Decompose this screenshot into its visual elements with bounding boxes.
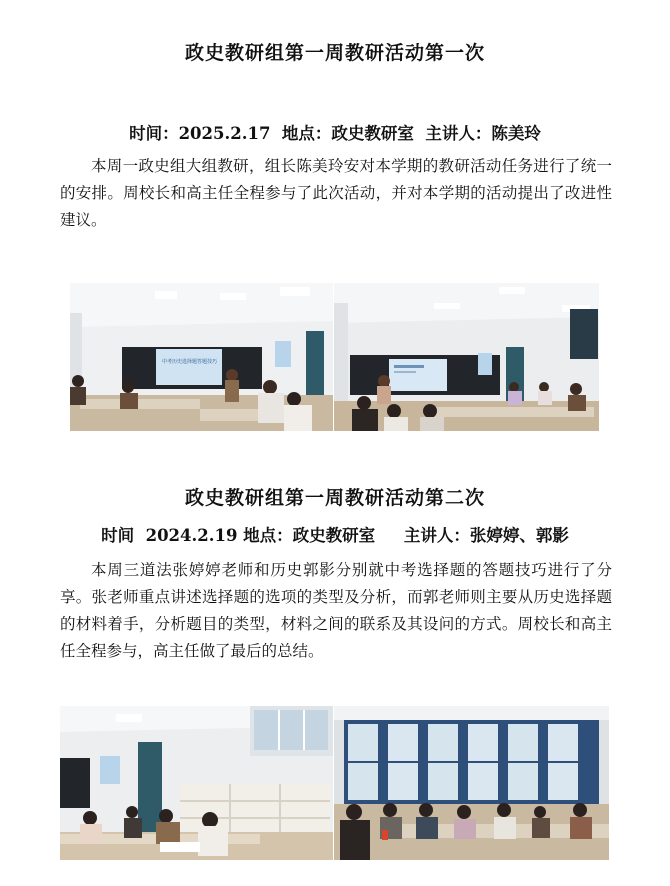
photo-group-discussion-2 — [334, 706, 609, 860]
section1-body: 本周一政史组大组教研，组长陈美玲安对本学期的教研活动任务进行了统一的安排。周校长和高主任全程参与了此次活动，并对本学期的活动提出了改进性建议。 — [60, 157, 612, 229]
section1-meta: 时间：2025.2.17 地点：政史教研室 主讲人：陈美玲 — [129, 124, 541, 143]
photo-group-discussion-1 — [60, 706, 333, 860]
photo-classroom-lecture-2 — [334, 283, 599, 431]
section2-meta: 时间 2024.2.19 地点：政史教研室 主讲人：张婷婷、郭影 — [101, 526, 569, 545]
screen-title-text: 中考历史选择题答题技巧 — [162, 359, 218, 365]
section2-body: 本周三道法张婷婷老师和历史郭影分别就中考选择题的答题技巧进行了分享。张老师重点讲述选择题的选项的类型及分析，而郭老师则主要从历史选择题的材料着手，分析题目的类型，材料之间的联系及其设问的方式。周校长和高主任全程参与，高主任做了最后的总结。 — [60, 561, 612, 660]
photo-classroom-lecture-1 — [70, 283, 333, 431]
section2-title: 政史教研组第一周教研活动第二次 — [184, 487, 485, 509]
section1-title: 政史教研组第一周教研活动第一次 — [184, 42, 485, 64]
